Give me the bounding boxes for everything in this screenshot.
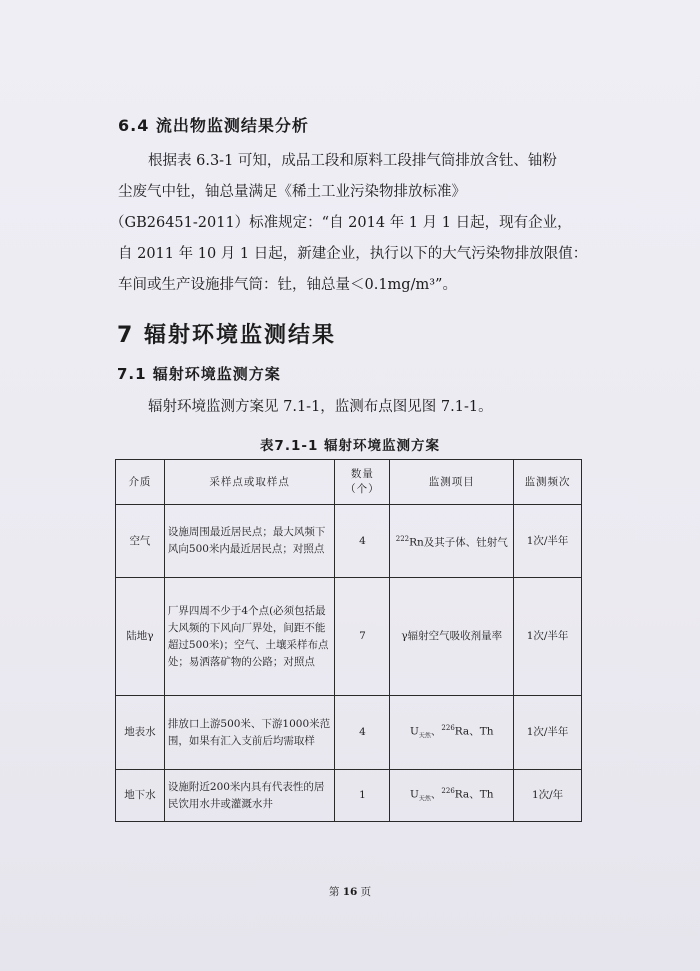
cell-count: 7 — [335, 578, 390, 696]
cell-count: 4 — [335, 505, 390, 578]
page-footer — [0, 884, 700, 899]
header-items: 监测项目 — [390, 460, 514, 505]
header-count: 数量（个） — [335, 460, 390, 505]
table-row — [116, 696, 582, 770]
header-freq: 监测频次 — [514, 460, 582, 505]
section-heading-7: 7 辐射环境监测结果 — [117, 323, 336, 348]
table-row — [116, 770, 582, 822]
table-header-row — [116, 460, 582, 505]
footer-suffix: 页 — [360, 886, 372, 898]
monitoring-plan-table — [115, 459, 582, 822]
isotope-number: 222 — [395, 534, 410, 543]
header-medium: 介质 — [116, 460, 165, 505]
cell-medium: 空气 — [116, 505, 165, 578]
paragraph-line: 尘废气中钍，铀总量满足《稀土工业污染物排放标准》 — [118, 184, 466, 200]
footer-prefix: 第 — [328, 886, 340, 898]
uranium-subscript: 天然 — [418, 732, 431, 740]
header-site: 采样点或取样点 — [164, 460, 335, 505]
cell-medium: 地表水 — [116, 696, 165, 770]
section-heading-7-1: 7.1 辐射环境监测方案 — [117, 365, 281, 383]
isotope-number: 226 — [441, 724, 455, 733]
cell-site: 设施附近200米内具有代表性的居民饮用水井或灌溉水井 — [164, 770, 335, 822]
section-6-4-paragraph — [110, 146, 598, 301]
paragraph-line: （GB26451-2011）标准规定：“自 2014 年 1 月 1 日起，现有企业， — [110, 215, 572, 231]
uranium-symbol: U — [410, 725, 419, 738]
uranium-subscript: 天然 — [418, 795, 431, 803]
section-heading-6-4: 6.4 流出物监测结果分析 — [118, 116, 309, 135]
cell-freq: 1次/年 — [514, 770, 582, 822]
cell-site: 厂界四周不少于4个点(必须包括最大风频的下风向厂界处，间距不能超过500米)；空气、土壤采样布点处；易洒落矿物的公路；对照点 — [164, 578, 335, 696]
cell-count: 1 — [335, 770, 390, 822]
cell-freq: 1次/半年 — [514, 505, 582, 578]
uranium-symbol: U — [410, 788, 419, 801]
cell-items: γ辐射空气吸收剂量率 — [390, 578, 514, 696]
cell-medium: 地下水 — [116, 770, 165, 822]
cell-freq: 1次/半年 — [514, 696, 582, 770]
paragraph-line: 根据表 6.3-1 可知，成品工段和原料工段排气筒排放含钍、铀粉 — [148, 153, 557, 169]
cell-items — [390, 505, 514, 578]
cell-count: 4 — [335, 696, 390, 770]
section-7-1-intro: 辐射环境监测方案见 7.1-1，监测布点图见图 7.1-1。 — [148, 399, 493, 415]
cell-items: $U_{天然}$、$^{226}$Ra、Th — [390, 696, 514, 770]
items-text: Rn及其子体、钍射气 — [409, 536, 508, 549]
cell-site: 排放口上游500米、下游1000米范围，如果有汇入支前后均需取样 — [164, 696, 335, 770]
cell-site: 设施周围最近居民点；最大风频下风向500米内最近居民点；对照点 — [164, 505, 335, 578]
items-text: Ra、Th — [454, 725, 494, 738]
table-caption: 表7.1-1 辐射环境监测方案 — [259, 438, 441, 454]
page-number: 16 — [342, 886, 358, 898]
paragraph-line: 自 2011 年 10 月 1 日起，新建企业，执行以下的大气污染物排放限值： — [118, 246, 588, 262]
table-row — [116, 505, 582, 578]
items-text: Ra、Th — [454, 788, 494, 801]
cell-medium: 陆地γ — [116, 578, 165, 696]
isotope-number: 226 — [441, 787, 455, 796]
table-row — [116, 578, 582, 696]
paragraph-line: 车间或生产设施排气筒：钍，铀总量＜0.1mg/m³”。 — [118, 277, 457, 293]
cell-items: $U_{天然}$、$^{226}$Ra、Th — [390, 770, 514, 822]
cell-freq: 1次/半年 — [514, 578, 582, 696]
